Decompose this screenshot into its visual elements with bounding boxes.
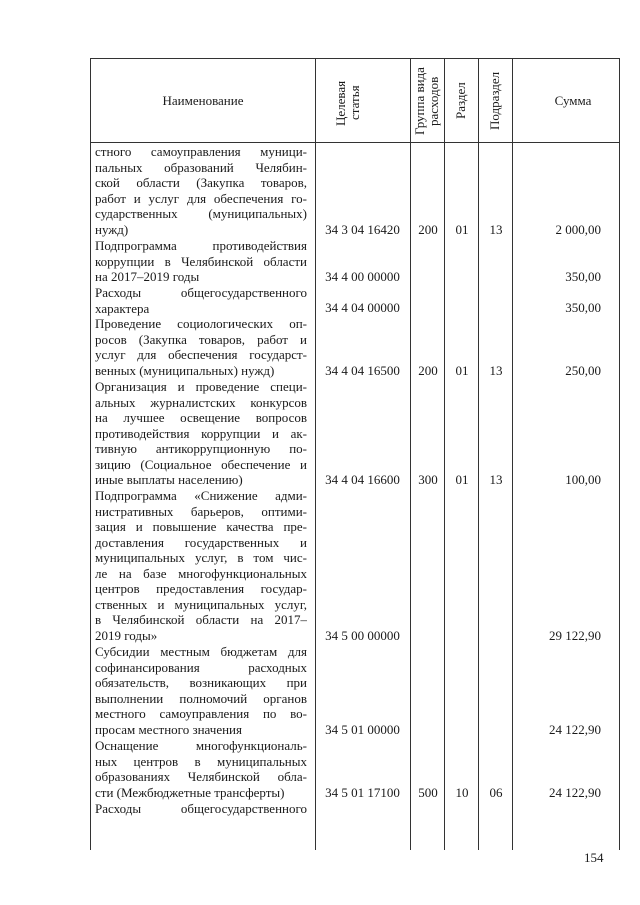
row-name-line: Организация и проведение специ- — [95, 379, 307, 394]
row-name-line: зицию (Социальное обеспечение и — [95, 456, 307, 472]
col-divider-sum — [512, 58, 513, 850]
table-row-name — [95, 738, 307, 800]
row-group: 200 — [418, 222, 438, 237]
row-name-line: альных журналистских конкурсов — [95, 394, 307, 410]
row-code: 34 5 01 00000 — [325, 722, 400, 737]
row-name-line: росов (Закупка товаров, работ и — [95, 331, 307, 347]
row-name-line: стного самоуправления муници- — [95, 144, 307, 159]
row-name-line: коррупции в Челябинской области — [95, 253, 307, 269]
row-name-line: доставления государственных и — [95, 534, 307, 550]
row-code: 34 4 04 00000 — [325, 300, 400, 315]
row-name-line: образованиях Челябинской обла- — [95, 769, 307, 784]
header-target-article-line1: Целевая — [333, 80, 348, 126]
row-name-line: противодействия коррупции и ак- — [95, 425, 307, 441]
row-name-line: ных центров в муниципальных — [95, 753, 307, 769]
row-sum: 24 122,90 — [549, 785, 601, 800]
row-name-line: пальных образований Челябин- — [95, 159, 307, 175]
row-name-line: Расходы общегосударственного — [95, 801, 307, 816]
header-expense-group-line1: Группа вида — [412, 67, 427, 135]
row-name-line: муниципальных услуг, в том чис- — [95, 550, 307, 565]
row-name-line: работ и услуг для обеспечения го- — [95, 190, 307, 206]
row-section: 10 — [455, 785, 469, 800]
header-section: Раздел — [453, 82, 468, 120]
row-name-line: на 2017–2019 годы — [95, 269, 200, 284]
row-sum: 100,00 — [565, 472, 601, 487]
row-name-line: услуг для обеспечения государст- — [95, 347, 307, 362]
row-subsection: 13 — [489, 222, 503, 237]
header-name: Наименование — [162, 93, 244, 108]
row-section: 01 — [455, 472, 469, 487]
row-group: 200 — [418, 363, 438, 378]
row-sum: 24 122,90 — [549, 722, 601, 737]
table-row-name — [95, 488, 307, 643]
row-name-line: нужд) — [95, 221, 129, 237]
table-row-name — [95, 379, 307, 488]
row-sum: 29 122,90 — [549, 628, 601, 643]
header-sum: Сумма — [554, 93, 592, 108]
row-name-line: сти (Межбюджетные трансферты) — [95, 784, 285, 800]
row-group: 300 — [418, 472, 438, 487]
table-right-border — [619, 58, 620, 850]
col-divider-subsection — [478, 58, 479, 850]
col-divider-code — [315, 58, 316, 850]
row-subsection: 06 — [489, 785, 503, 800]
table-row-name — [95, 801, 307, 817]
row-code: 34 4 04 16500 — [325, 363, 400, 378]
row-code: 34 5 00 00000 — [325, 628, 400, 643]
row-subsection: 13 — [489, 472, 503, 487]
row-name-line: центров предоставления государ- — [95, 581, 307, 596]
row-sum: 2 000,00 — [555, 222, 601, 237]
row-name-line: просам местного значения — [95, 721, 242, 737]
table-row-name — [95, 285, 307, 316]
row-subsection: 13 — [489, 363, 503, 378]
row-code: 34 4 04 16600 — [325, 472, 400, 487]
row-section: 01 — [455, 363, 469, 378]
row-name-line: местного самоуправления по во- — [95, 706, 307, 721]
row-name-line: ской области (Закупка товаров, — [95, 175, 307, 190]
row-name-line: иные выплаты населению) — [95, 472, 243, 487]
row-code: 34 3 04 16420 — [325, 222, 400, 237]
header-target-article — [334, 70, 362, 136]
row-name-line: в Челябинской области на 2017– — [95, 612, 307, 627]
row-group: 500 — [418, 785, 438, 800]
table-row-name — [95, 238, 307, 285]
row-name-line: зация и повышение качества пре- — [95, 519, 307, 534]
row-sum: 250,00 — [565, 363, 601, 378]
row-name-line: Расходы общегосударственного — [95, 285, 307, 300]
row-name-line: 2019 годы» — [95, 627, 158, 643]
row-name-line: венных (муниципальных) нужд) — [95, 362, 275, 378]
row-name-line: софинансирования расходных — [95, 659, 307, 675]
row-name-line: ственных и муниципальных услуг, — [95, 596, 307, 612]
row-name-line: Подпрограмма противодействия — [95, 238, 307, 253]
col-divider-section — [444, 58, 445, 850]
row-section: 01 — [455, 222, 469, 237]
page-number: 154 — [584, 850, 604, 865]
row-name-line: сударственных (муниципальных) — [95, 206, 307, 221]
table-top-border — [90, 58, 620, 59]
header-bottom-border — [90, 142, 620, 143]
row-name-line: Проведение социологических оп- — [95, 316, 307, 331]
row-name-line: выполнении полномочий органов — [95, 690, 307, 706]
row-name-line: нистративных барьеров, оптими- — [95, 503, 307, 519]
header-subsection: Подраздел — [487, 71, 502, 131]
table-row-name — [95, 644, 307, 737]
row-sum: 350,00 — [565, 300, 601, 315]
row-name-line: характера — [95, 300, 150, 316]
row-name-line: Субсидии местным бюджетам для — [95, 644, 307, 659]
header-expense-group-line2: расходов — [426, 76, 441, 126]
table-left-border — [90, 58, 91, 850]
row-code: 34 4 00 00000 — [325, 269, 400, 284]
row-sum: 350,00 — [565, 269, 601, 284]
table-row-name — [95, 316, 307, 378]
table-row-name — [95, 144, 307, 237]
row-name-line: ле на базе многофункциональных — [95, 565, 307, 581]
row-name-line: обязательств, возникающих при — [95, 675, 307, 690]
row-name-line: Подпрограмма «Снижение адми- — [95, 488, 307, 503]
header-target-article-line2: статья — [347, 85, 362, 121]
col-divider-group — [410, 58, 411, 850]
row-name-line: тивную антикоррупционную по- — [95, 441, 307, 456]
row-code: 34 5 01 17100 — [325, 785, 400, 800]
row-name-line: на лучшее освещение вопросов — [95, 410, 307, 425]
row-name-line: Оснащение многофункциональ- — [95, 738, 307, 753]
header-expense-group — [413, 62, 441, 140]
